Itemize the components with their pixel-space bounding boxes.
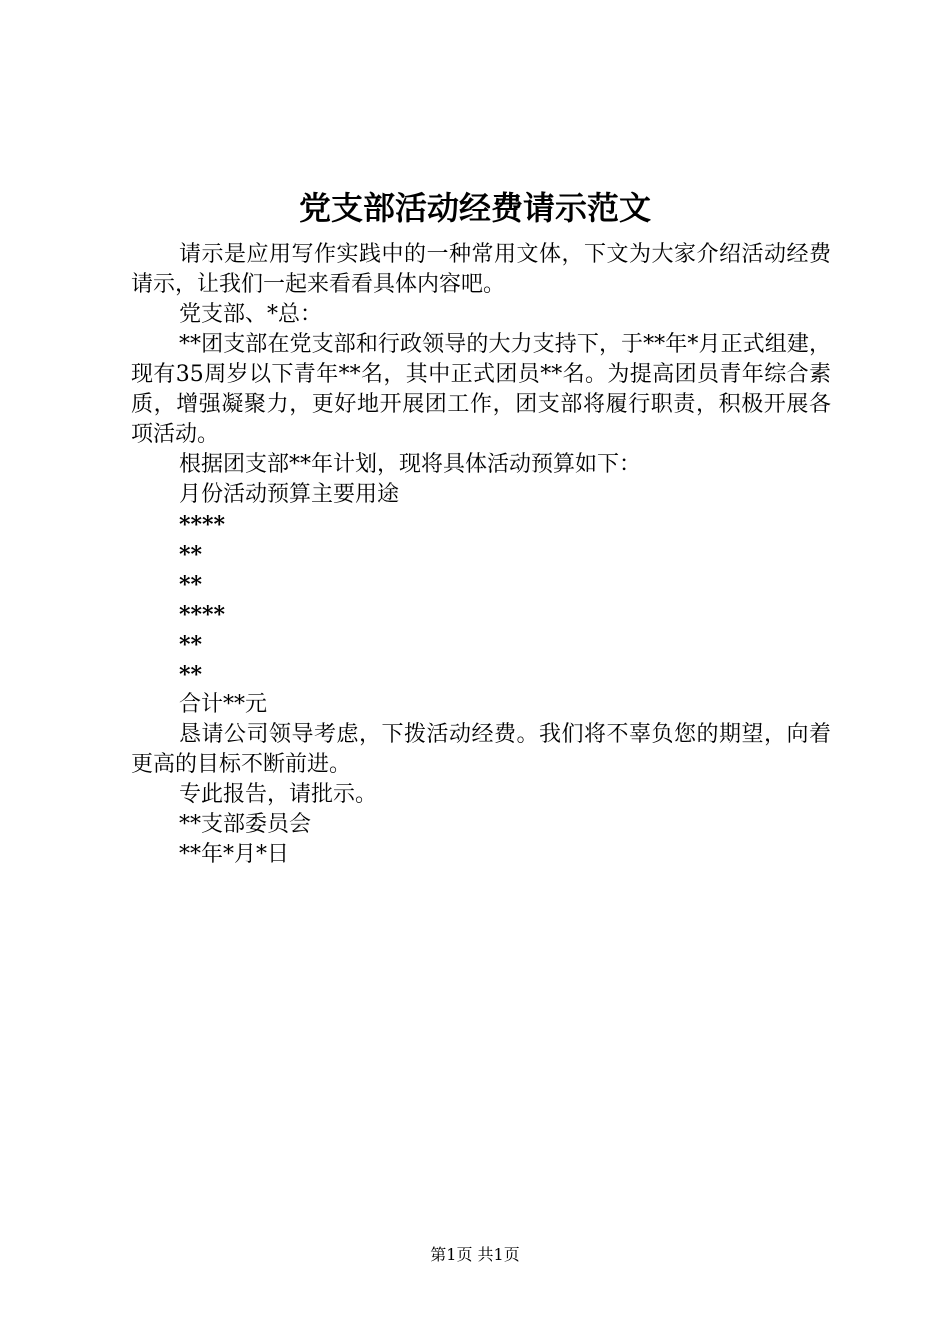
document-body	[131, 240, 831, 870]
plan-paragraph: 根据团支部**年计划，现将具体活动预算如下：	[179, 452, 642, 477]
budget-line: **	[179, 662, 203, 688]
closing-line: 专此报告，请批示。	[179, 782, 378, 807]
budget-total: 合计**元	[179, 692, 268, 717]
signature-date: **年*月*日	[179, 842, 290, 867]
budget-line: ****	[179, 602, 226, 628]
intro-paragraph: 请示是应用写作实践中的一种常用文体，下文为大家介绍活动经费请示，让我们一起来看看具体内容吧。	[131, 242, 831, 297]
body-paragraph: **团支部在党支部和行政领导的大力支持下，于**年*月正式组建，现有35周岁以下青年**名，其中正式团员**名。为提高团员青年综合素质，增强凝聚力，更好地开展团工作，团支部将履行职责，积极开展各项活动。	[131, 332, 831, 447]
budget-line: **	[179, 632, 203, 658]
request-paragraph: 恳请公司领导考虑，下拨活动经费。我们将不辜负您的期望，向着更高的目标不断前进。	[131, 722, 831, 777]
document-title: 党支部活动经费请示范文	[298, 189, 651, 227]
signature-committee: **支部委员会	[179, 812, 312, 837]
budget-line: **	[179, 572, 203, 598]
budget-line: **	[179, 542, 203, 568]
budget-header: 月份活动预算主要用途	[179, 482, 400, 507]
salutation: 党支部、*总：	[179, 302, 323, 327]
page-number-footer: 第1页 共1页	[430, 1245, 520, 1264]
budget-line: ****	[179, 512, 226, 538]
